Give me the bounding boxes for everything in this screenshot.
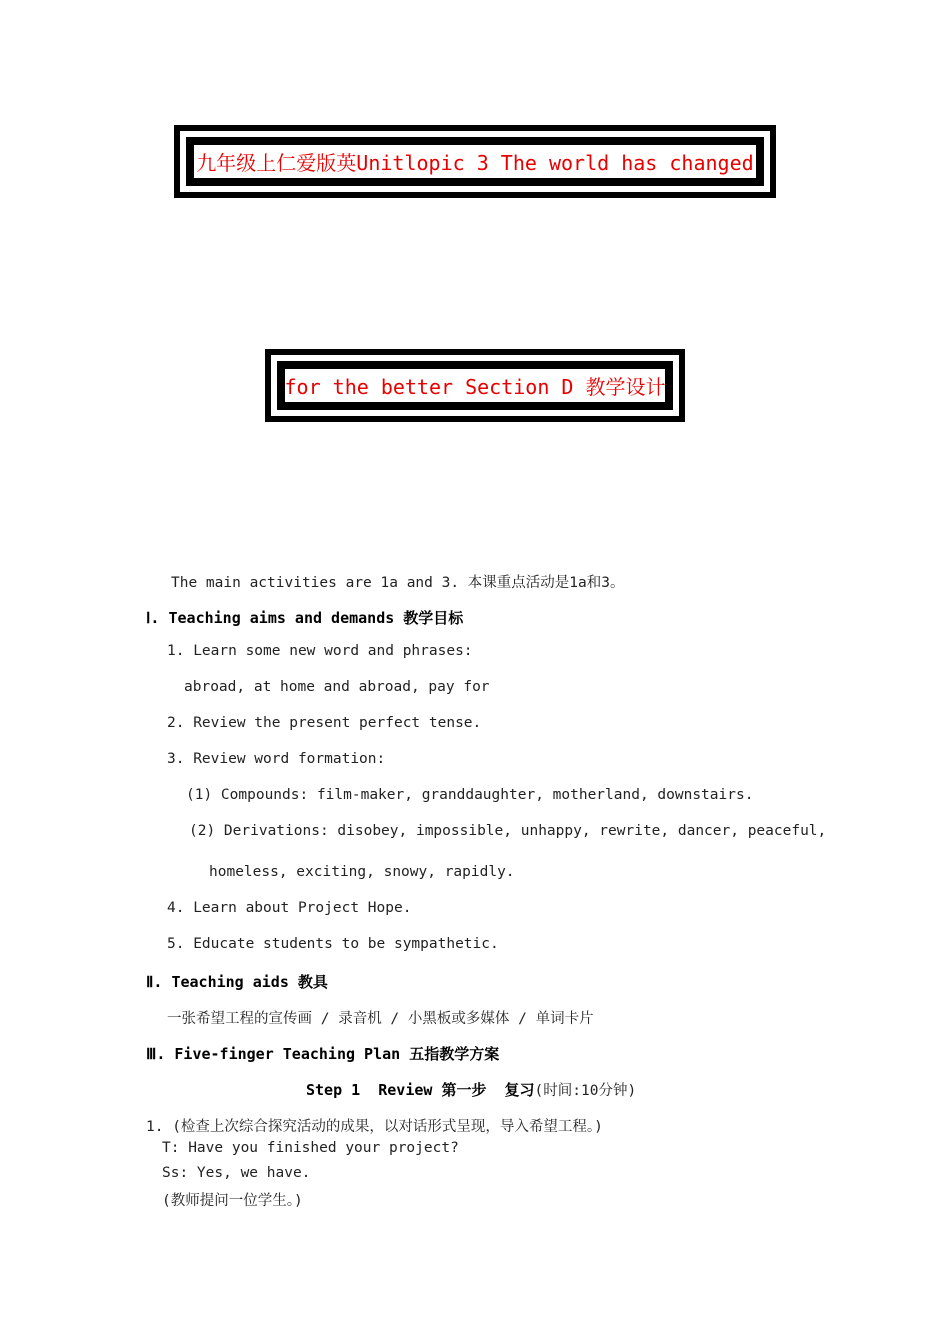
list-item: 5. Educate students to be sympathetic. — [167, 936, 499, 952]
list-item: (2) Derivations: disobey, impossible, unhappy, rewrite, dancer, peaceful, — [189, 823, 827, 839]
step-line: 1. (检查上次综合探究活动的成果，以对话形式呈现，导入希望工程。) — [146, 1119, 603, 1135]
step-1-title: Step 1 Review 第一步 复习 — [306, 1081, 535, 1099]
step-1-heading — [306, 1079, 636, 1100]
list-item: 4. Learn about Project Hope. — [167, 900, 412, 916]
list-item: 2. Review the present perfect tense. — [167, 715, 482, 731]
section-2-heading: Ⅱ. Teaching aids 教具 — [146, 973, 328, 991]
step-line: Ss: Yes, we have. — [162, 1165, 311, 1181]
section-3-heading: Ⅲ. Five-finger Teaching Plan 五指教学方案 — [146, 1045, 500, 1063]
step-line: (教师提问一位学生。) — [162, 1193, 303, 1209]
list-item: abroad, at home and abroad, pay for — [184, 679, 490, 695]
list-item: 3. Review word formation: — [167, 751, 386, 767]
title-line-2: for the better Section D 教学设计 — [284, 375, 666, 399]
list-item: homeless, exciting, snowy, rapidly. — [209, 864, 515, 880]
teaching-aids-text: 一张希望工程的宣传画 / 录音机 / 小黑板或多媒体 / 单词卡片 — [167, 1011, 594, 1027]
step-line: T: Have you finished your project? — [162, 1140, 459, 1156]
title-frame-2 — [265, 349, 685, 422]
step-1-time: (时间:10分钟) — [534, 1083, 637, 1099]
intro-text: The main activities are 1a and 3. 本课重点活动是1a和3。 — [171, 575, 625, 591]
title-frame-1 — [174, 125, 776, 198]
title-line-1: 九年级上仁爱版英Unitlopic 3 The world has changed — [196, 151, 754, 175]
list-item: (1) Compounds: film-maker, granddaughter, motherland, downstairs. — [186, 787, 754, 803]
list-item: 1. Learn some new word and phrases: — [167, 643, 473, 659]
section-1-heading: Ⅰ. Teaching aims and demands 教学目标 — [146, 609, 464, 627]
